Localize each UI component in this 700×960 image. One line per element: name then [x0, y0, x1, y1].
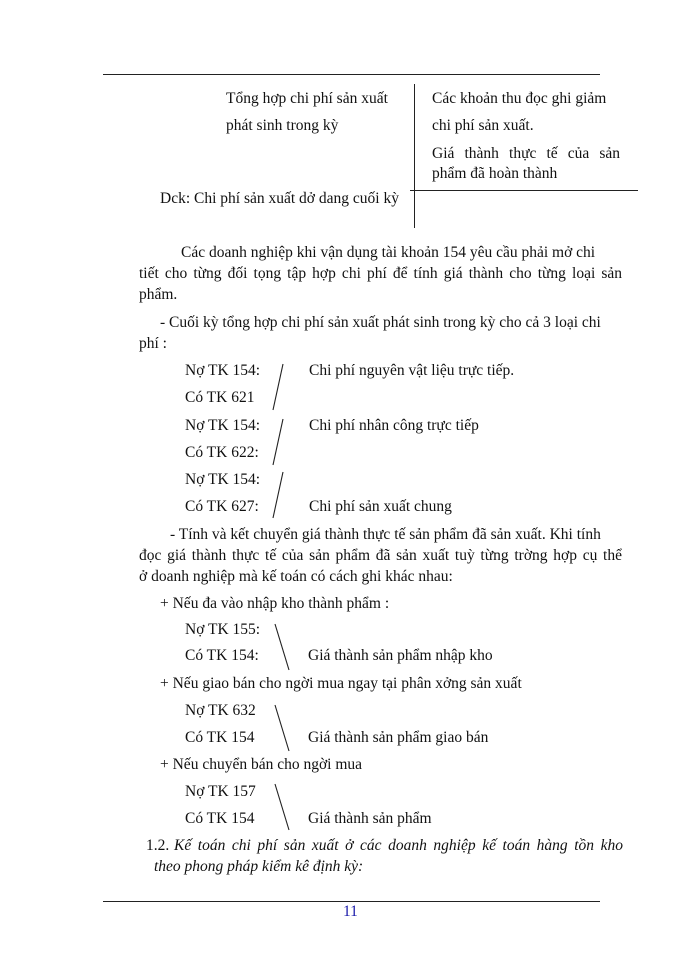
- entry-3-description: Chi phí sản xuất chung: [309, 498, 452, 515]
- entry-2-debit: Nợ TK 154:: [185, 417, 261, 434]
- section-number: 1.2.: [146, 837, 170, 854]
- entry-3-credit: Có TK 627:: [185, 498, 259, 515]
- t-account-credit-line-4: phẩm đã hoàn thành: [432, 165, 558, 182]
- case3-slash: [272, 782, 292, 832]
- t-account-debit-line-2: phát sinh trong kỳ: [226, 117, 339, 134]
- para2-line-2: phí :: [139, 335, 167, 352]
- t-account-debit-line-1: Tổng hợp chi phí sản xuất: [226, 90, 388, 107]
- case2-heading: + Nếu giao bán cho ngời mua ngay tại phân xởng sản xuất: [160, 675, 522, 692]
- para1-line-1: Các doanh nghiệp khi vận dụng tài khoản 154 yêu cầu phải mở chi: [181, 244, 596, 261]
- case2-slash: [272, 703, 292, 753]
- para1-line-3: phẩm.: [139, 286, 178, 303]
- t-account-credit-line-3: Giá thành thực tế của sản: [432, 145, 621, 162]
- case1-slash: [272, 622, 292, 672]
- entry-1-credit: Có TK 621: [185, 389, 255, 406]
- footer-rule: [103, 901, 600, 902]
- case3-debit: Nợ TK 157: [185, 783, 256, 800]
- case3-credit: Có TK 154: [185, 810, 255, 827]
- entry-1-slash: [270, 362, 286, 412]
- case3-description: Giá thành sản phẩm: [308, 810, 432, 827]
- case1-debit: Nợ TK 155:: [185, 621, 261, 638]
- entry-2-slash: [270, 417, 286, 467]
- page-number: 11: [343, 903, 358, 920]
- entry-3-debit: Nợ TK 154:: [185, 471, 261, 488]
- section-title-line-1: Kế toán chi phí sản xuất ở các doanh nghiệp kế toán hàng tồn kho: [174, 837, 623, 854]
- entry-2-credit: Có TK 622:: [185, 444, 259, 461]
- entry-1-debit: Nợ TK 154:: [185, 362, 261, 379]
- t-account-bottom-rule: [410, 190, 638, 191]
- t-account-closing-balance: Dck: Chi phí sản xuất dở dang cuối kỳ: [160, 190, 399, 207]
- header-rule: [103, 74, 600, 75]
- case2-description: Giá thành sản phẩm giao bán: [308, 729, 489, 746]
- t-account-credit-line-2: chi phí sản xuất.: [432, 117, 534, 134]
- para3-line-3: ở doanh nghiệp mà kế toán có cách ghi khác nhau:: [139, 568, 453, 585]
- entry-2-description: Chi phí nhân công trực tiếp: [309, 417, 479, 434]
- case1-description: Giá thành sản phẩm nhập kho: [308, 647, 493, 664]
- para3-line-2: đọc giá thành thực tế của sản phẩm đã sản xuất tuỳ từng trờng hợp cụ thể: [139, 547, 622, 564]
- case2-debit: Nợ TK 632: [185, 702, 256, 719]
- case1-heading: + Nếu đa vào nhập kho thành phẩm :: [160, 595, 390, 612]
- entry-1-description: Chi phí nguyên vật liệu trực tiếp.: [309, 362, 515, 379]
- entry-3-slash: [270, 470, 286, 520]
- case3-heading: + Nếu chuyển bán cho ngời mua: [160, 756, 363, 773]
- section-title-line-2: theo phong pháp kiểm kê định kỳ:: [154, 858, 364, 875]
- t-account-credit-line-1: Các khoản thu đọc ghi giảm: [432, 90, 607, 107]
- para1-line-2: tiết cho từng đối tọng tập hợp chi phí để tính giá thành cho từng loại sản: [139, 265, 622, 282]
- para3-line-1: - Tính và kết chuyển giá thành thực tế sản phẩm đã sản xuất. Khi tính: [170, 526, 601, 543]
- case2-credit: Có TK 154: [185, 729, 255, 746]
- para2-line-1: - Cuối kỳ tổng hợp chi phí sản xuất phát sinh trong kỳ cho cả 3 loại chi: [160, 314, 601, 331]
- t-account-center-line: [414, 84, 415, 228]
- case1-credit: Có TK 154:: [185, 647, 259, 664]
